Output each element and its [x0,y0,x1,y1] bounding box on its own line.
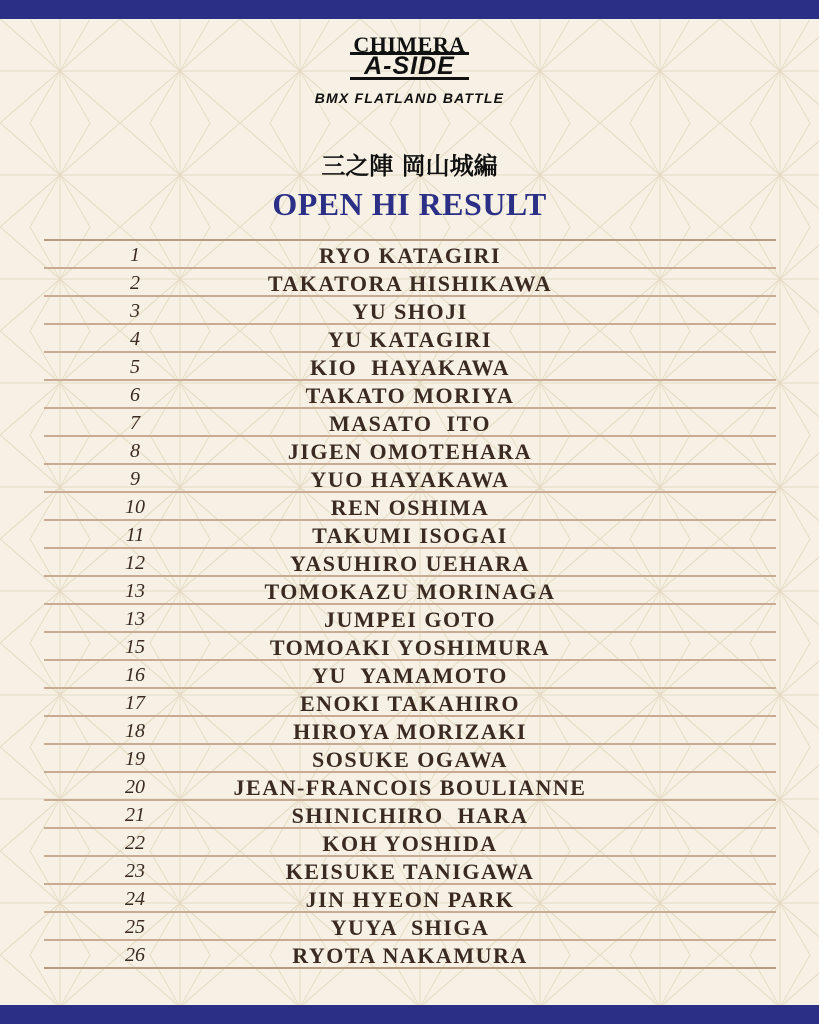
result-rider-name: SOSUKE OGAWA [312,747,508,772]
top-band [0,0,819,19]
result-rider-name: YU YAMAMOTO [312,663,508,688]
result-row [44,437,776,465]
logo-subtitle: BMX FLATLAND BATTLE [314,90,505,106]
result-row [44,353,776,381]
result-row [44,689,776,717]
result-row [44,633,776,661]
result-row [44,913,776,941]
result-row [44,773,776,801]
logo-aside [0,52,819,81]
result-rider-name: KOH YOSHIDA [322,831,498,856]
result-row [44,381,776,409]
result-rank: 13 [125,608,145,630]
result-rider-name: HIROYA MORIZAKI [293,719,527,744]
result-row [44,297,776,325]
result-rank: 4 [130,328,140,350]
result-row [44,465,776,493]
result-rider-name: RYO KATAGIRI [318,243,502,268]
result-rider-name: YU SHOJI [352,299,468,324]
result-rider-name: TAKUMI ISOGAI [312,523,508,548]
result-row [44,325,776,353]
result-rider-name: JIN HYEON PARK [305,887,515,912]
result-rank: 24 [125,888,145,910]
result-rank: 20 [125,776,145,798]
result-rank: 9 [130,468,140,490]
result-rank: 25 [125,916,145,938]
result-rider-name: ENOKI TAKAHIRO [299,691,521,716]
result-rank: 17 [125,692,145,714]
result-row [44,409,776,437]
result-rider-name: KEISUKE TANIGAWA [285,859,535,884]
result-row [44,549,776,577]
logo-aside-text: A-SIDE [350,52,469,80]
result-row [44,857,776,885]
result-row [44,661,776,689]
result-rank: 12 [125,552,145,574]
result-row [44,269,776,297]
result-rank: 16 [125,664,145,686]
result-rider-name: REN OSHIMA [330,495,490,520]
result-row [44,745,776,773]
result-rider-name: TOMOKAZU MORINAGA [264,579,556,604]
result-rank: 18 [125,720,145,742]
result-row [44,605,776,633]
result-row [44,717,776,745]
result-rank: 1 [130,244,140,266]
page-title: OPEN HI RESULT [272,186,547,222]
result-rank: 19 [125,748,145,770]
result-rider-name: JEAN-FRANCOIS BOULIANNE [233,775,587,800]
result-rider-name: SHINICHIRO HARA [291,803,529,828]
result-rider-name: JIGEN OMOTEHARA [287,439,533,464]
result-rank: 23 [125,860,145,882]
result-rank: 8 [130,440,140,462]
result-rank: 10 [125,496,145,518]
results-table [44,239,776,969]
result-rider-name: YU KATAGIRI [327,327,493,352]
result-row [44,885,776,913]
result-rider-name: YASUHIRO UEHARA [290,551,530,576]
result-rider-name: TAKATORA HISHIKAWA [267,271,553,296]
result-rider-name: YUYA SHIGA [330,915,490,940]
result-row [44,521,776,549]
result-row [44,801,776,829]
result-row [44,493,776,521]
result-rank: 15 [125,636,145,658]
result-row [44,829,776,857]
result-rider-name: TAKATO MORIYA [305,383,515,408]
bottom-band [0,1005,819,1024]
result-rank: 7 [130,412,140,434]
result-rider-name: KIO HAYAKAWA [309,355,511,380]
result-rank: 22 [125,832,145,854]
result-rider-name: YUO HAYAKAWA [310,467,510,492]
result-rider-name: RYOTA NAKAMURA [292,943,528,968]
result-rider-name: MASATO ITO [329,411,491,436]
result-rank: 21 [125,804,145,826]
result-rank: 6 [130,384,140,406]
result-rider-name: TOMOAKI YOSHIMURA [269,635,551,660]
logo-chimera: CHIMERA [353,32,466,57]
result-rank: 3 [130,300,140,322]
event-title-japanese: 三之陣 岡山城編 [321,151,498,180]
result-rank: 26 [125,944,145,966]
result-rider-name: JUMPEI GOTO [324,607,496,632]
result-rank: 11 [125,524,145,546]
result-rank: 2 [130,272,140,294]
result-row [44,577,776,605]
result-row [44,941,776,969]
result-rank: 5 [130,356,140,378]
result-rank: 13 [125,580,145,602]
result-row [44,241,776,269]
